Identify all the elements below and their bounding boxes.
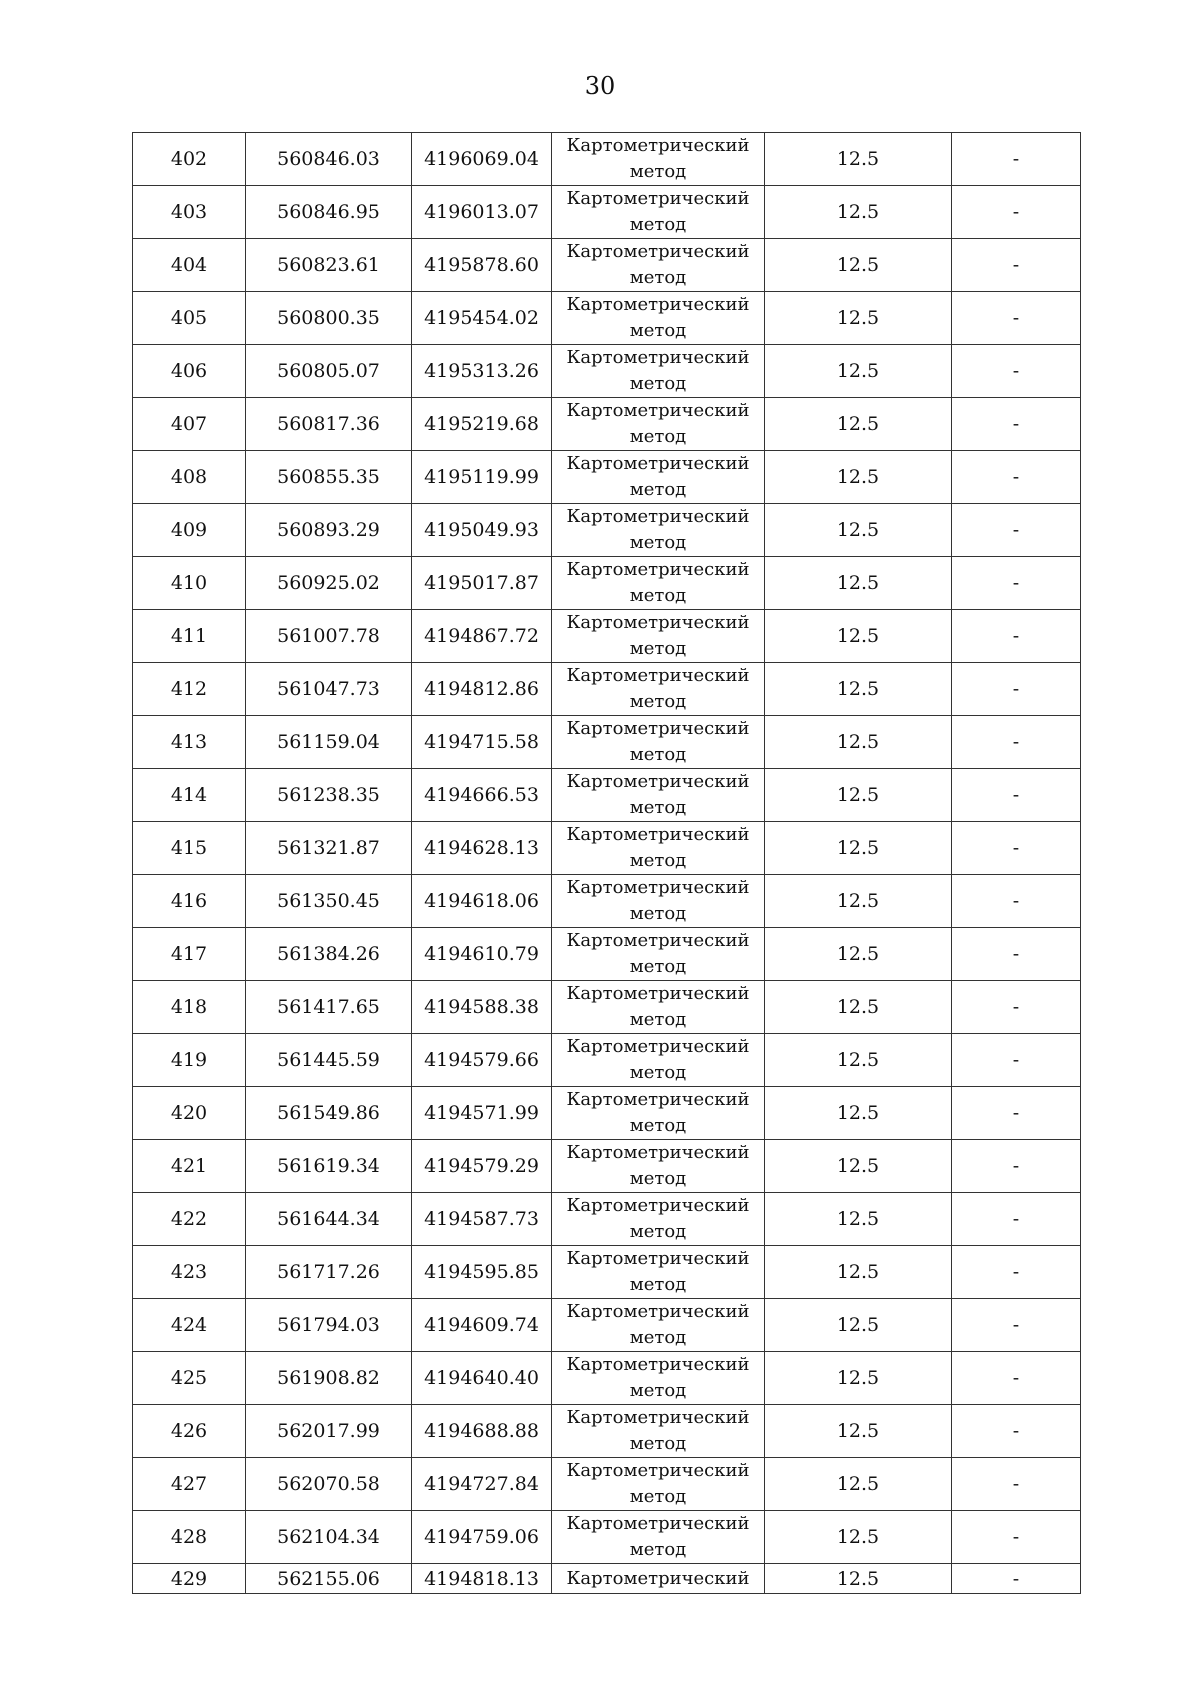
point-number-cell: 426 — [133, 1405, 246, 1458]
method-cell — [552, 398, 765, 451]
point-number-cell: 420 — [133, 1087, 246, 1140]
method-cell — [552, 504, 765, 557]
point-number-cell: 402 — [133, 133, 246, 186]
x-coordinate-cell: 560855.35 — [246, 451, 412, 504]
point-number-cell: 422 — [133, 1193, 246, 1246]
accuracy-cell: 12.5 — [765, 345, 952, 398]
y-coordinate-cell: 4194618.06 — [412, 875, 552, 928]
accuracy-cell: 12.5 — [765, 239, 952, 292]
y-coordinate-cell: 4194715.58 — [412, 716, 552, 769]
method-cell — [552, 239, 765, 292]
y-coordinate-cell: 4195313.26 — [412, 345, 552, 398]
point-number-cell: 413 — [133, 716, 246, 769]
accuracy-cell: 12.5 — [765, 610, 952, 663]
note-cell: - — [952, 875, 1081, 928]
accuracy-cell: 12.5 — [765, 1405, 952, 1458]
y-coordinate-cell: 4194628.13 — [412, 822, 552, 875]
x-coordinate-cell: 562070.58 — [246, 1458, 412, 1511]
note-cell: - — [952, 610, 1081, 663]
method-cell — [552, 451, 765, 504]
page-number: 30 — [584, 72, 616, 100]
table-row — [133, 1511, 1081, 1564]
note-cell: - — [952, 1034, 1081, 1087]
method-cell — [552, 1034, 765, 1087]
y-coordinate-cell: 4194579.66 — [412, 1034, 552, 1087]
x-coordinate-cell: 560925.02 — [246, 557, 412, 610]
accuracy-cell: 12.5 — [765, 1352, 952, 1405]
accuracy-cell: 12.5 — [765, 186, 952, 239]
table-row — [133, 769, 1081, 822]
accuracy-cell: 12.5 — [765, 1299, 952, 1352]
note-cell: - — [952, 186, 1081, 239]
table-row — [133, 1458, 1081, 1511]
y-coordinate-cell: 4196069.04 — [412, 133, 552, 186]
x-coordinate-cell: 561159.04 — [246, 716, 412, 769]
table-row — [133, 1087, 1081, 1140]
method-text: Картометрический метод — [566, 824, 750, 871]
x-coordinate-cell: 561794.03 — [246, 1299, 412, 1352]
method-text: Картометрический метод — [566, 241, 750, 288]
y-coordinate-cell: 4196013.07 — [412, 186, 552, 239]
method-cell — [552, 292, 765, 345]
note-cell: - — [952, 1511, 1081, 1564]
table-row — [133, 451, 1081, 504]
method-text: Картометрический метод — [566, 347, 750, 394]
accuracy-cell: 12.5 — [765, 1511, 952, 1564]
note-cell: - — [952, 451, 1081, 504]
y-coordinate-cell: 4194867.72 — [412, 610, 552, 663]
point-number-cell: 421 — [133, 1140, 246, 1193]
accuracy-cell: 12.5 — [765, 875, 952, 928]
point-number-cell: 423 — [133, 1246, 246, 1299]
point-number-cell: 424 — [133, 1299, 246, 1352]
point-number-cell: 406 — [133, 345, 246, 398]
note-cell: - — [952, 1352, 1081, 1405]
method-text: Картометрический метод — [566, 506, 750, 553]
method-cell — [552, 1511, 765, 1564]
point-number-cell: 405 — [133, 292, 246, 345]
method-text: Картометрический метод — [566, 612, 750, 659]
point-number-cell: 428 — [133, 1511, 246, 1564]
accuracy-cell: 12.5 — [765, 557, 952, 610]
method-cell — [552, 1087, 765, 1140]
coordinates-table — [132, 132, 1081, 1594]
accuracy-cell: 12.5 — [765, 1458, 952, 1511]
y-coordinate-cell: 4195454.02 — [412, 292, 552, 345]
method-cell — [552, 557, 765, 610]
y-coordinate-cell: 4194610.79 — [412, 928, 552, 981]
note-cell: - — [952, 928, 1081, 981]
table-row — [133, 875, 1081, 928]
x-coordinate-cell: 562155.06 — [246, 1564, 412, 1594]
y-coordinate-cell: 4194688.88 — [412, 1405, 552, 1458]
accuracy-cell: 12.5 — [765, 398, 952, 451]
y-coordinate-cell: 4195017.87 — [412, 557, 552, 610]
method-cell — [552, 1299, 765, 1352]
point-number-cell: 407 — [133, 398, 246, 451]
table-row — [133, 716, 1081, 769]
method-text: Картометрический метод — [566, 718, 750, 765]
table-row — [133, 663, 1081, 716]
table-row — [133, 1034, 1081, 1087]
table-row — [133, 133, 1081, 186]
note-cell: - — [952, 1140, 1081, 1193]
accuracy-cell: 12.5 — [765, 1193, 952, 1246]
y-coordinate-cell: 4194759.06 — [412, 1511, 552, 1564]
table-row — [133, 292, 1081, 345]
note-cell: - — [952, 1564, 1081, 1594]
method-cell — [552, 186, 765, 239]
method-cell — [552, 822, 765, 875]
point-number-cell: 415 — [133, 822, 246, 875]
x-coordinate-cell: 561644.34 — [246, 1193, 412, 1246]
accuracy-cell: 12.5 — [765, 769, 952, 822]
note-cell: - — [952, 133, 1081, 186]
accuracy-cell: 12.5 — [765, 716, 952, 769]
method-cell — [552, 875, 765, 928]
point-number-cell: 416 — [133, 875, 246, 928]
method-text: Картометрический метод — [566, 453, 750, 500]
accuracy-cell: 12.5 — [765, 1246, 952, 1299]
y-coordinate-cell: 4194595.85 — [412, 1246, 552, 1299]
accuracy-cell: 12.5 — [765, 981, 952, 1034]
y-coordinate-cell: 4195219.68 — [412, 398, 552, 451]
table-body — [133, 133, 1081, 1594]
table-row — [133, 345, 1081, 398]
x-coordinate-cell: 561321.87 — [246, 822, 412, 875]
x-coordinate-cell: 561047.73 — [246, 663, 412, 716]
method-text: Картометрический метод — [566, 1248, 750, 1295]
x-coordinate-cell: 560846.95 — [246, 186, 412, 239]
method-text: Картометрический метод — [566, 1354, 750, 1401]
x-coordinate-cell: 561908.82 — [246, 1352, 412, 1405]
table-row — [133, 928, 1081, 981]
method-cell — [552, 1352, 765, 1405]
note-cell: - — [952, 398, 1081, 451]
y-coordinate-cell: 4194587.73 — [412, 1193, 552, 1246]
accuracy-cell: 12.5 — [765, 504, 952, 557]
accuracy-cell: 12.5 — [765, 822, 952, 875]
accuracy-cell: 12.5 — [765, 451, 952, 504]
method-text: Картометрический метод — [566, 1460, 750, 1507]
table-row — [133, 1246, 1081, 1299]
x-coordinate-cell: 560800.35 — [246, 292, 412, 345]
table-row — [133, 1405, 1081, 1458]
point-number-cell: 419 — [133, 1034, 246, 1087]
method-cell — [552, 769, 765, 822]
method-cell — [552, 610, 765, 663]
point-number-cell: 411 — [133, 610, 246, 663]
note-cell: - — [952, 822, 1081, 875]
point-number-cell: 409 — [133, 504, 246, 557]
table-row — [133, 1299, 1081, 1352]
method-text: Картометрический метод — [566, 930, 750, 977]
point-number-cell: 427 — [133, 1458, 246, 1511]
x-coordinate-cell: 560846.03 — [246, 133, 412, 186]
y-coordinate-cell: 4194666.53 — [412, 769, 552, 822]
point-number-cell: 417 — [133, 928, 246, 981]
method-text: Картометрический метод — [566, 188, 750, 235]
point-number-cell: 425 — [133, 1352, 246, 1405]
method-cell — [552, 663, 765, 716]
x-coordinate-cell: 561417.65 — [246, 981, 412, 1034]
y-coordinate-cell: 4194727.84 — [412, 1458, 552, 1511]
x-coordinate-cell: 560805.07 — [246, 345, 412, 398]
method-cell — [552, 716, 765, 769]
x-coordinate-cell: 560893.29 — [246, 504, 412, 557]
accuracy-cell: 12.5 — [765, 133, 952, 186]
point-number-cell: 403 — [133, 186, 246, 239]
x-coordinate-cell: 560817.36 — [246, 398, 412, 451]
point-number-cell: 404 — [133, 239, 246, 292]
x-coordinate-cell: 561619.34 — [246, 1140, 412, 1193]
point-number-cell: 410 — [133, 557, 246, 610]
note-cell: - — [952, 239, 1081, 292]
x-coordinate-cell: 561384.26 — [246, 928, 412, 981]
method-cell — [552, 1405, 765, 1458]
point-number-cell: 412 — [133, 663, 246, 716]
method-text: Картометрический метод — [566, 1513, 750, 1560]
accuracy-cell: 12.5 — [765, 1034, 952, 1087]
table-row — [133, 1564, 1081, 1594]
method-cell — [552, 133, 765, 186]
method-cell — [552, 1564, 765, 1594]
note-cell: - — [952, 1193, 1081, 1246]
note-cell: - — [952, 292, 1081, 345]
table-row — [133, 1140, 1081, 1193]
method-text: Картометрический метод — [566, 1407, 750, 1454]
method-cell — [552, 345, 765, 398]
method-text: Картометрический метод — [566, 294, 750, 341]
point-number-cell: 414 — [133, 769, 246, 822]
x-coordinate-cell: 561445.59 — [246, 1034, 412, 1087]
method-text: Картометрический метод — [566, 1089, 750, 1136]
y-coordinate-cell: 4194818.13 — [412, 1564, 552, 1594]
y-coordinate-cell: 4194571.99 — [412, 1087, 552, 1140]
y-coordinate-cell: 4194579.29 — [412, 1140, 552, 1193]
accuracy-cell: 12.5 — [765, 1140, 952, 1193]
y-coordinate-cell: 4194640.40 — [412, 1352, 552, 1405]
x-coordinate-cell: 561007.78 — [246, 610, 412, 663]
x-coordinate-cell: 562104.34 — [246, 1511, 412, 1564]
method-cell — [552, 1246, 765, 1299]
method-cell — [552, 1458, 765, 1511]
table-row — [133, 822, 1081, 875]
method-text: Картометрический метод — [566, 400, 750, 447]
x-coordinate-cell: 561238.35 — [246, 769, 412, 822]
note-cell: - — [952, 769, 1081, 822]
y-coordinate-cell: 4194588.38 — [412, 981, 552, 1034]
table-row — [133, 186, 1081, 239]
x-coordinate-cell: 561350.45 — [246, 875, 412, 928]
x-coordinate-cell: 561717.26 — [246, 1246, 412, 1299]
method-text: Картометрический метод — [566, 1301, 750, 1348]
method-text: Картометрический метод — [566, 771, 750, 818]
method-text: Картометрический метод — [566, 1142, 750, 1189]
table-row — [133, 610, 1081, 663]
table-row — [133, 1352, 1081, 1405]
table-row — [133, 504, 1081, 557]
method-text: Картометрический метод — [566, 877, 750, 924]
method-text: Картометрический метод — [566, 983, 750, 1030]
note-cell: - — [952, 504, 1081, 557]
accuracy-cell: 12.5 — [765, 663, 952, 716]
method-text: Картометрический — [566, 1567, 750, 1589]
table-row — [133, 239, 1081, 292]
note-cell: - — [952, 1087, 1081, 1140]
x-coordinate-cell: 560823.61 — [246, 239, 412, 292]
table-row — [133, 1193, 1081, 1246]
note-cell: - — [952, 716, 1081, 769]
y-coordinate-cell: 4194812.86 — [412, 663, 552, 716]
method-text: Картометрический метод — [566, 665, 750, 712]
method-text: Картометрический метод — [566, 135, 750, 182]
method-text: Картометрический метод — [566, 559, 750, 606]
accuracy-cell: 12.5 — [765, 928, 952, 981]
point-number-cell: 418 — [133, 981, 246, 1034]
method-cell — [552, 981, 765, 1034]
note-cell: - — [952, 1246, 1081, 1299]
y-coordinate-cell: 4195878.60 — [412, 239, 552, 292]
point-number-cell: 429 — [133, 1564, 246, 1594]
method-text: Картометрический метод — [566, 1036, 750, 1083]
y-coordinate-cell: 4195119.99 — [412, 451, 552, 504]
table-row — [133, 557, 1081, 610]
note-cell: - — [952, 663, 1081, 716]
table-row — [133, 981, 1081, 1034]
note-cell: - — [952, 345, 1081, 398]
accuracy-cell: 12.5 — [765, 292, 952, 345]
note-cell: - — [952, 557, 1081, 610]
method-cell — [552, 1140, 765, 1193]
method-text: Картометрический метод — [566, 1195, 750, 1242]
table-row — [133, 398, 1081, 451]
note-cell: - — [952, 1299, 1081, 1352]
point-number-cell: 408 — [133, 451, 246, 504]
note-cell: - — [952, 1458, 1081, 1511]
accuracy-cell: 12.5 — [765, 1087, 952, 1140]
y-coordinate-cell: 4194609.74 — [412, 1299, 552, 1352]
y-coordinate-cell: 4195049.93 — [412, 504, 552, 557]
accuracy-cell: 12.5 — [765, 1564, 952, 1594]
note-cell: - — [952, 1405, 1081, 1458]
x-coordinate-cell: 561549.86 — [246, 1087, 412, 1140]
x-coordinate-cell: 562017.99 — [246, 1405, 412, 1458]
method-cell — [552, 1193, 765, 1246]
method-cell — [552, 928, 765, 981]
note-cell: - — [952, 981, 1081, 1034]
